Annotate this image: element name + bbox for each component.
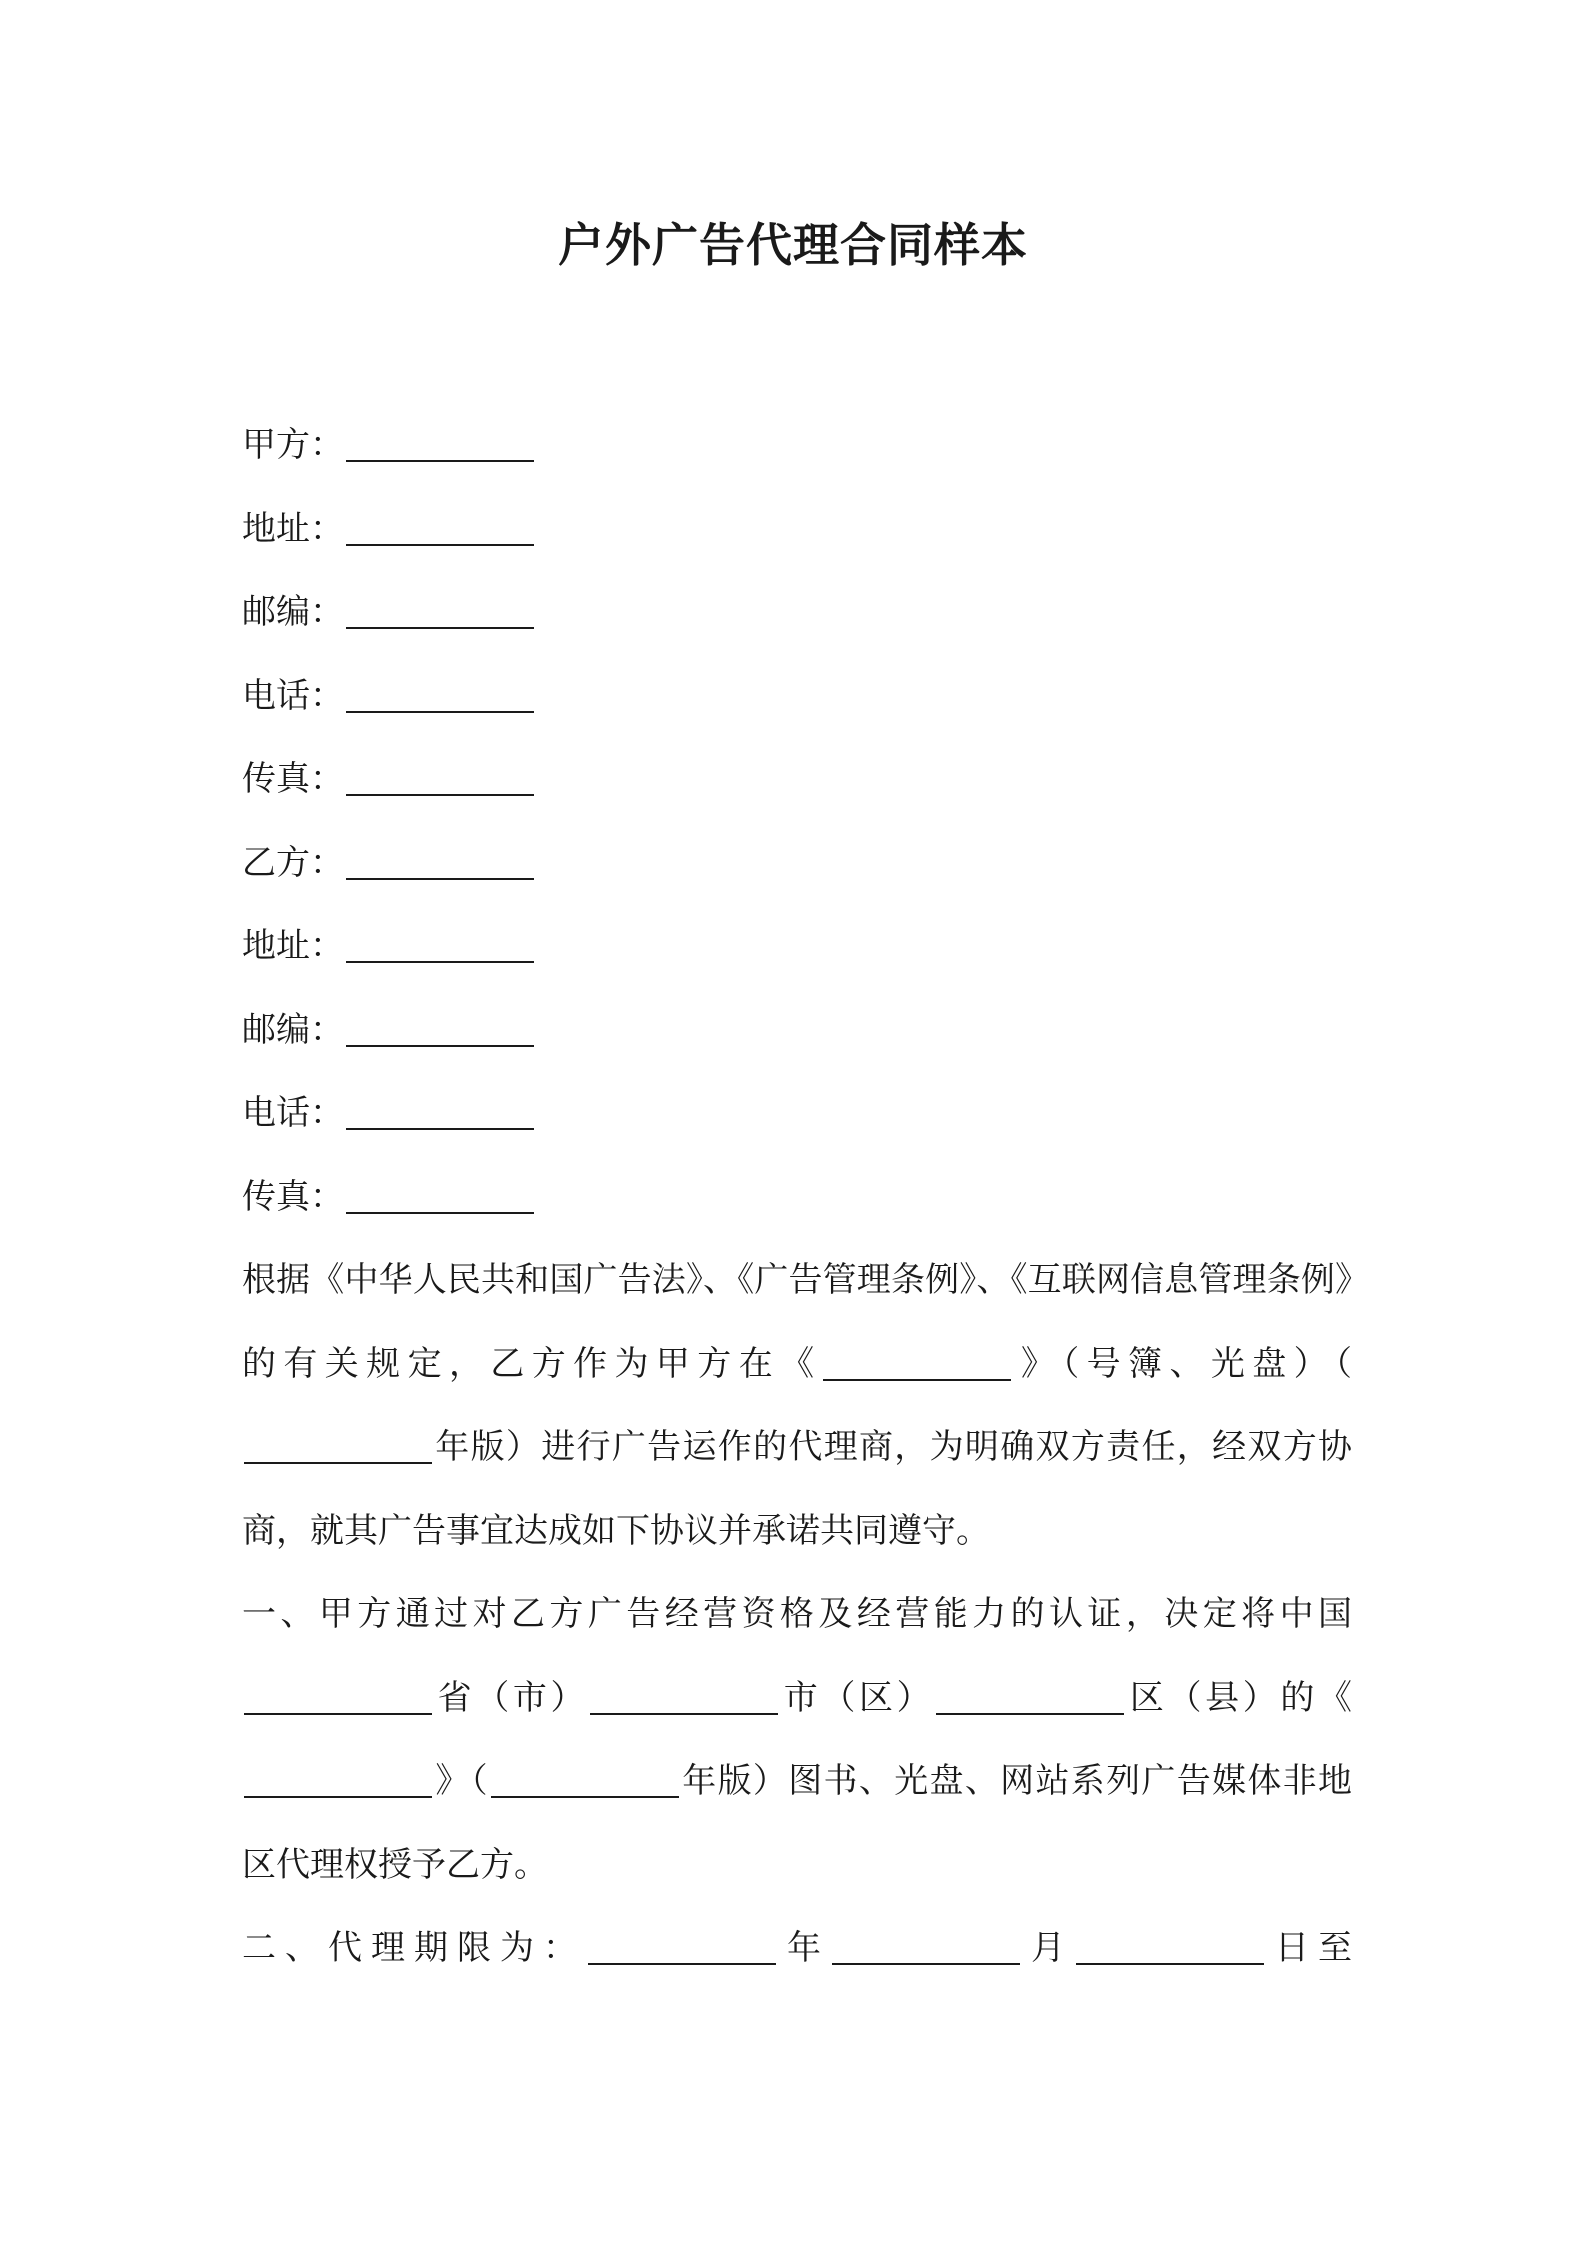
party-b-phone-field — [242, 1072, 1352, 1156]
clause-1-text-1: 一、甲方通过对乙方广告经营资格及经营能力的认证，决定将中国 — [242, 1594, 1352, 1634]
party-a-fax-label: 传真： — [242, 759, 344, 799]
party-a-postcode-field — [242, 571, 1352, 655]
party-a-postcode-label: 邮编： — [242, 592, 344, 632]
party-b-fax-label: 传真： — [242, 1176, 344, 1217]
clause-2-month-blank — [832, 1929, 1020, 1965]
party-a-address-label: 地址： — [242, 508, 344, 549]
clause-2-paragraph — [242, 1907, 1352, 1991]
party-b-name-label: 乙方： — [242, 842, 344, 883]
clause-2-text-3: 月 — [1022, 1928, 1074, 1968]
clause-1-city-blank — [590, 1679, 778, 1715]
preamble-book-title-blank — [823, 1345, 1011, 1381]
party-a-address-field — [242, 488, 1352, 572]
party-a-name-field — [242, 404, 1352, 488]
clause-1-district-blank — [936, 1679, 1124, 1715]
clause-1-province-blank — [244, 1679, 432, 1715]
party-b-name-field — [242, 822, 1352, 906]
clause-1-text-5: 》（ — [434, 1761, 489, 1801]
party-b-address-field — [242, 905, 1352, 989]
clause-1-text-4: 区（县）的《 — [1126, 1677, 1352, 1718]
party-a-name-label: 甲方： — [242, 425, 344, 465]
clause-2-text-1: 二、代理期限为： — [242, 1928, 586, 1968]
clause-2-text-4: 日至 — [1266, 1928, 1352, 1968]
party-b-phone-blank — [346, 1094, 534, 1130]
party-b-fax-field — [242, 1156, 1352, 1240]
party-b-postcode-blank — [346, 1011, 534, 1047]
clause-2-day-blank — [1076, 1929, 1264, 1965]
party-b-address-blank — [346, 927, 534, 963]
party-b-fax-blank — [346, 1178, 534, 1214]
party-a-phone-blank — [346, 677, 534, 713]
party-a-phone-label: 电话： — [242, 675, 344, 716]
party-a-name-blank — [346, 426, 534, 462]
party-a-address-blank — [346, 510, 534, 546]
preamble-paragraph — [242, 1239, 1352, 1573]
party-a-fax-blank — [346, 760, 534, 796]
party-a-phone-field — [242, 655, 1352, 739]
document-body — [242, 404, 1352, 1991]
party-a-postcode-blank — [346, 593, 534, 629]
clause-1-paragraph — [242, 1573, 1352, 1907]
clause-1-text-6: 年版）图书、光盘、网站系列广告媒体非地区代理权授予乙方。 — [242, 1761, 1353, 1885]
preamble-text-1: 根据《中华人民共和国广告法》、《广告管理条例》、《互联网信息管理条例》的有关规定，乙方作为甲方在《 — [242, 1260, 1352, 1384]
party-a-fax-field — [242, 738, 1352, 822]
party-b-postcode-field — [242, 989, 1352, 1073]
clause-2-year-blank — [588, 1929, 776, 1965]
document-title: 户外广告代理合同样本 — [558, 218, 1028, 272]
clause-2-text-2: 年 — [778, 1928, 830, 1968]
clause-1-text-2: 省（市） — [434, 1677, 589, 1718]
party-b-phone-label: 电话： — [242, 1093, 344, 1133]
preamble-edition-year-blank — [244, 1428, 432, 1464]
clause-1-book-title-blank — [244, 1762, 432, 1798]
clause-1-text-3: 市（区） — [780, 1677, 935, 1718]
preamble-text-3: 年版）进行广告运作的代理商，为明确双方责任，经双方协商，就其广告事宜达成如下协议并承诺共同遵守。 — [242, 1427, 1352, 1551]
party-b-postcode-label: 邮编： — [242, 1009, 344, 1050]
party-b-name-blank — [346, 844, 534, 880]
clause-1-edition-year-blank — [491, 1762, 679, 1798]
preamble-text-2: 》（号簿、光盘）（ — [1013, 1343, 1353, 1384]
party-b-address-label: 地址： — [242, 926, 344, 966]
